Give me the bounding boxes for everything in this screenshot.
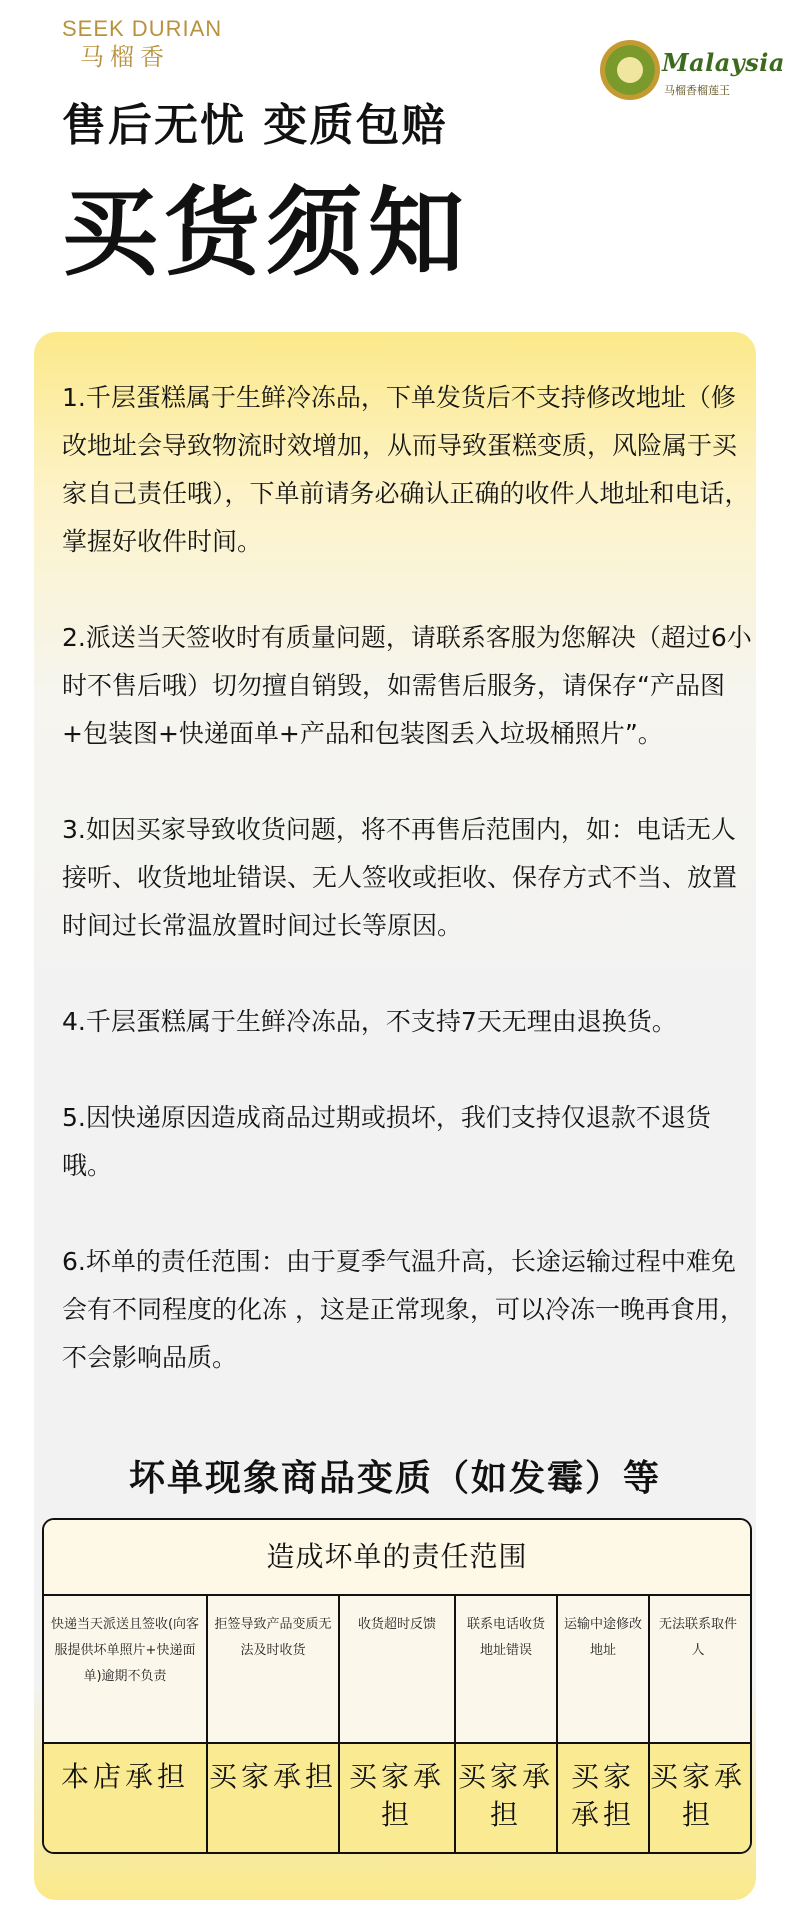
note-item: 1.千层蛋糕属于生鲜冷冻品，下单发货后不支持修改地址（修改地址会导致物流时效增加，从而导致蛋糕变质，风险属于买家自己责任哦），下单前请务必确认正确的收件人地址和电话，掌握好收件时间。	[62, 383, 750, 556]
malaysia-logo	[600, 36, 785, 106]
note-item: 5.因快递原因造成商品过期或损坏，我们支持仅退款不退货哦。	[62, 1103, 711, 1180]
note-item: 4.千层蛋糕属于生鲜冷冻品，不支持7天无理由退换货。	[62, 1007, 677, 1036]
responsibility-desc-row	[44, 1596, 750, 1744]
responsibility-desc-cell: 收货超时反馈	[340, 1596, 456, 1742]
responsibility-party-cell: 买家承担	[340, 1744, 456, 1852]
note-item: 6.坏单的责任范围：由于夏季气温升高，长途运输过程中难免会有不同程度的化冻 ，这是正常现象，可以冷冻一晚再食用，不会影响品质。	[62, 1247, 745, 1372]
brand-logo-text	[62, 16, 222, 72]
responsibility-party-cell: 买家承担	[558, 1744, 650, 1852]
note-item: 2.派送当天签收时有质量问题，请联系客服为您解决（超过6小时不售后哦）切勿擅自销毁，如需售后服务，请保存“产品图+包装图+快递面单+产品和包装图丢入垃圾桶照片”。	[62, 623, 752, 748]
responsibility-party-cell: 本店承担	[44, 1744, 208, 1852]
responsibility-table	[42, 1518, 752, 1854]
brand-name-cn: 马榴香	[80, 43, 170, 71]
responsibility-desc-cell: 拒签导致产品变质无法及时收货	[208, 1596, 340, 1742]
durian-emblem-icon	[600, 40, 660, 100]
responsibility-table-title: 造成坏单的责任范围	[44, 1520, 750, 1596]
responsibility-party-cell: 买家承担	[650, 1760, 747, 1831]
responsibility-desc-cell: 联系电话收货地址错误	[456, 1596, 558, 1742]
responsibility-desc-cell: 快递当天派送且签收(向客服提供坏单照片+快递面单)逾期不负责	[44, 1596, 208, 1742]
responsibility-party-cell: 买家承担	[208, 1744, 340, 1852]
page-title: 买货须知	[62, 177, 470, 289]
brand-name-en: SEEK DURIAN	[62, 16, 223, 41]
responsibility-desc-cell: 无法联系取件人	[658, 1617, 737, 1658]
logo-sub-text: 马榴香榴莲王	[664, 84, 730, 97]
logo-script-text: Malaysia	[662, 48, 785, 77]
responsibility-party-row	[44, 1744, 750, 1852]
page-subtitle: 售后无忧 变质包赔	[62, 100, 448, 151]
notes-list	[62, 374, 752, 1430]
bad-order-heading: 坏单现象商品变质（如发霉）等	[128, 1458, 661, 1499]
responsibility-party-cell: 买家承担	[456, 1744, 558, 1852]
responsibility-desc-cell: 运输中途修改地址	[558, 1596, 650, 1742]
note-item: 3.如因买家导致收货问题，将不再售后范围内，如：电话无人接听、收货地址错误、无人签收或拒收、保存方式不当、放置时间过长常温放置时间过长等原因。	[62, 815, 738, 940]
